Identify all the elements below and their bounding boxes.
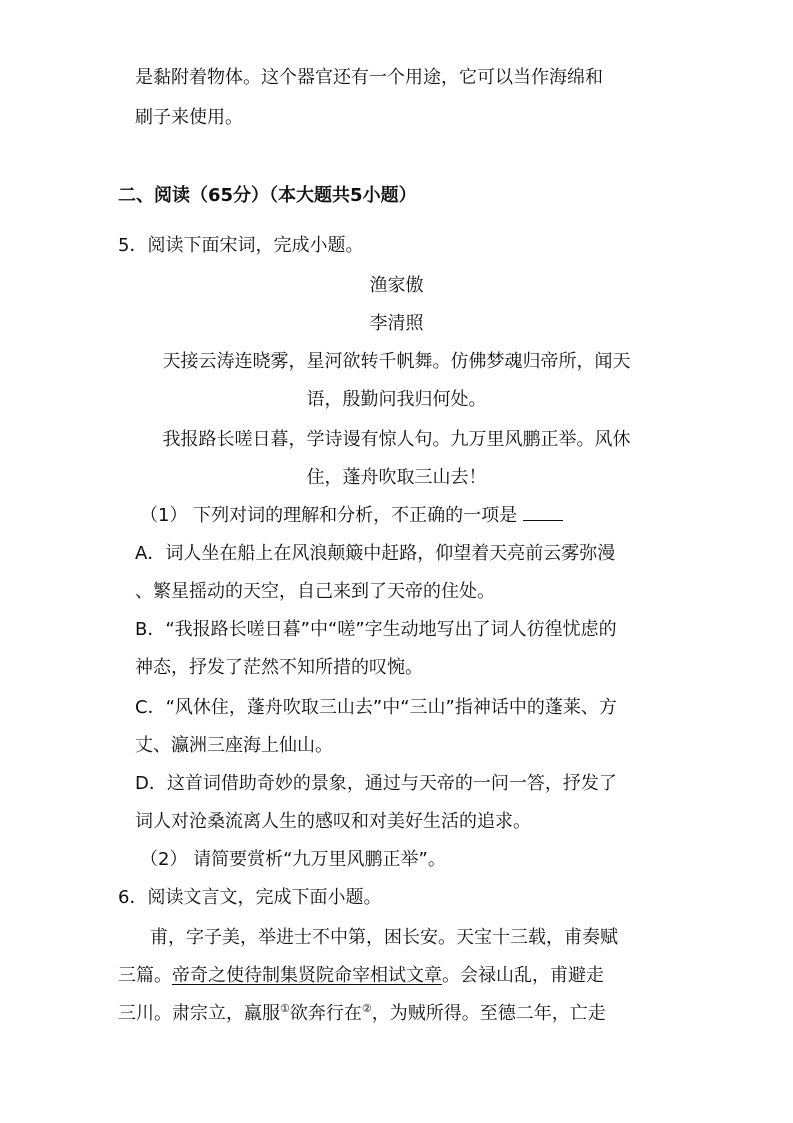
poem-line-4: 住，蓬舟吹取三山去！ xyxy=(306,467,487,488)
q6-para-line-3 xyxy=(118,1002,606,1026)
option-a-line-1: A．词人坐在船上在风浪颠簸中赶路，仰望着天亮前云雾弥漫 xyxy=(135,543,616,564)
prev-line-1: 是黏附着物体。这个器官还有一个用途，它可以当作海绵和 xyxy=(135,67,603,88)
q6-line3-mid: 欲奔行在 xyxy=(289,1003,362,1024)
q6-line2-end: 。会禄山乱，甫避走 xyxy=(442,965,604,986)
option-b-line-1: B．“我报路长嗟日暮”中“嗟”字生动地写出了词人彷徨忧虑的 xyxy=(135,619,617,640)
poem-line-3: 我报路长嗟日暮，学诗谩有惊人句。九万里风鹏正举。风休 xyxy=(162,429,631,450)
option-d-line-2: 词人对沧桑流离人生的感叹和对美好生活的追求。 xyxy=(135,811,531,832)
prev-line-2: 刷子来使用。 xyxy=(135,107,243,128)
poem-line-1: 天接云涛连晓雾，星河欲转千帆舞。仿佛梦魂归帝所，闻天 xyxy=(162,351,631,372)
option-c-line-1: C．“风休住，蓬舟吹取三山去”中“三山”指神话中的蓬莱、方 xyxy=(135,697,617,718)
q6-line3-start: 三川。肃宗立，羸服 xyxy=(118,1003,280,1024)
q5-sub2: （2） 请简要赏析“九万里风鹏正举”。 xyxy=(140,849,446,870)
underlined-sentence: 帝奇之使待制集贤院命宰相试文章 xyxy=(172,965,442,986)
option-c-line-2: 丈、瀛洲三座海上仙山。 xyxy=(135,735,333,756)
footnote-marker-2: ② xyxy=(361,1002,372,1015)
footnote-marker-1: ① xyxy=(280,1002,290,1015)
q5-intro: 5．阅读下面宋词，完成小题。 xyxy=(118,235,364,256)
q5-sub1-text: （1） 下列对词的理解和分析，不正确的一项是 xyxy=(140,505,518,526)
poem-title: 渔家傲 xyxy=(369,275,424,296)
q6-line2-start: 三篇。 xyxy=(118,965,172,986)
q6-line3-end: ，为贼所得。至德二年，亡走 xyxy=(371,1003,606,1024)
q6-intro: 6．阅读文言文，完成下面小题。 xyxy=(118,887,382,908)
q6-para-line-2 xyxy=(118,964,604,988)
poem-line-2: 语，殷勤问我归何处。 xyxy=(306,389,487,410)
q5-sub1 xyxy=(140,504,563,528)
option-b-line-2: 神态，抒发了茫然不知所措的叹惋。 xyxy=(135,657,423,678)
option-d-line-1: D．这首词借助奇妙的景象，通过与天帝的一问一答，抒发了 xyxy=(135,773,617,794)
poem-author: 李清照 xyxy=(369,313,424,334)
q6-para-line-1: 甫，字子美，举进士不中第，困长安。天宝十三载，甫奏赋 xyxy=(150,927,618,948)
section-heading: 二、阅读（65分）（本大题共5小题） xyxy=(118,185,417,206)
option-a-line-2: 、繁星摇动的天空，自己来到了天帝的住处。 xyxy=(135,581,495,602)
answer-blank[interactable] xyxy=(523,504,563,521)
